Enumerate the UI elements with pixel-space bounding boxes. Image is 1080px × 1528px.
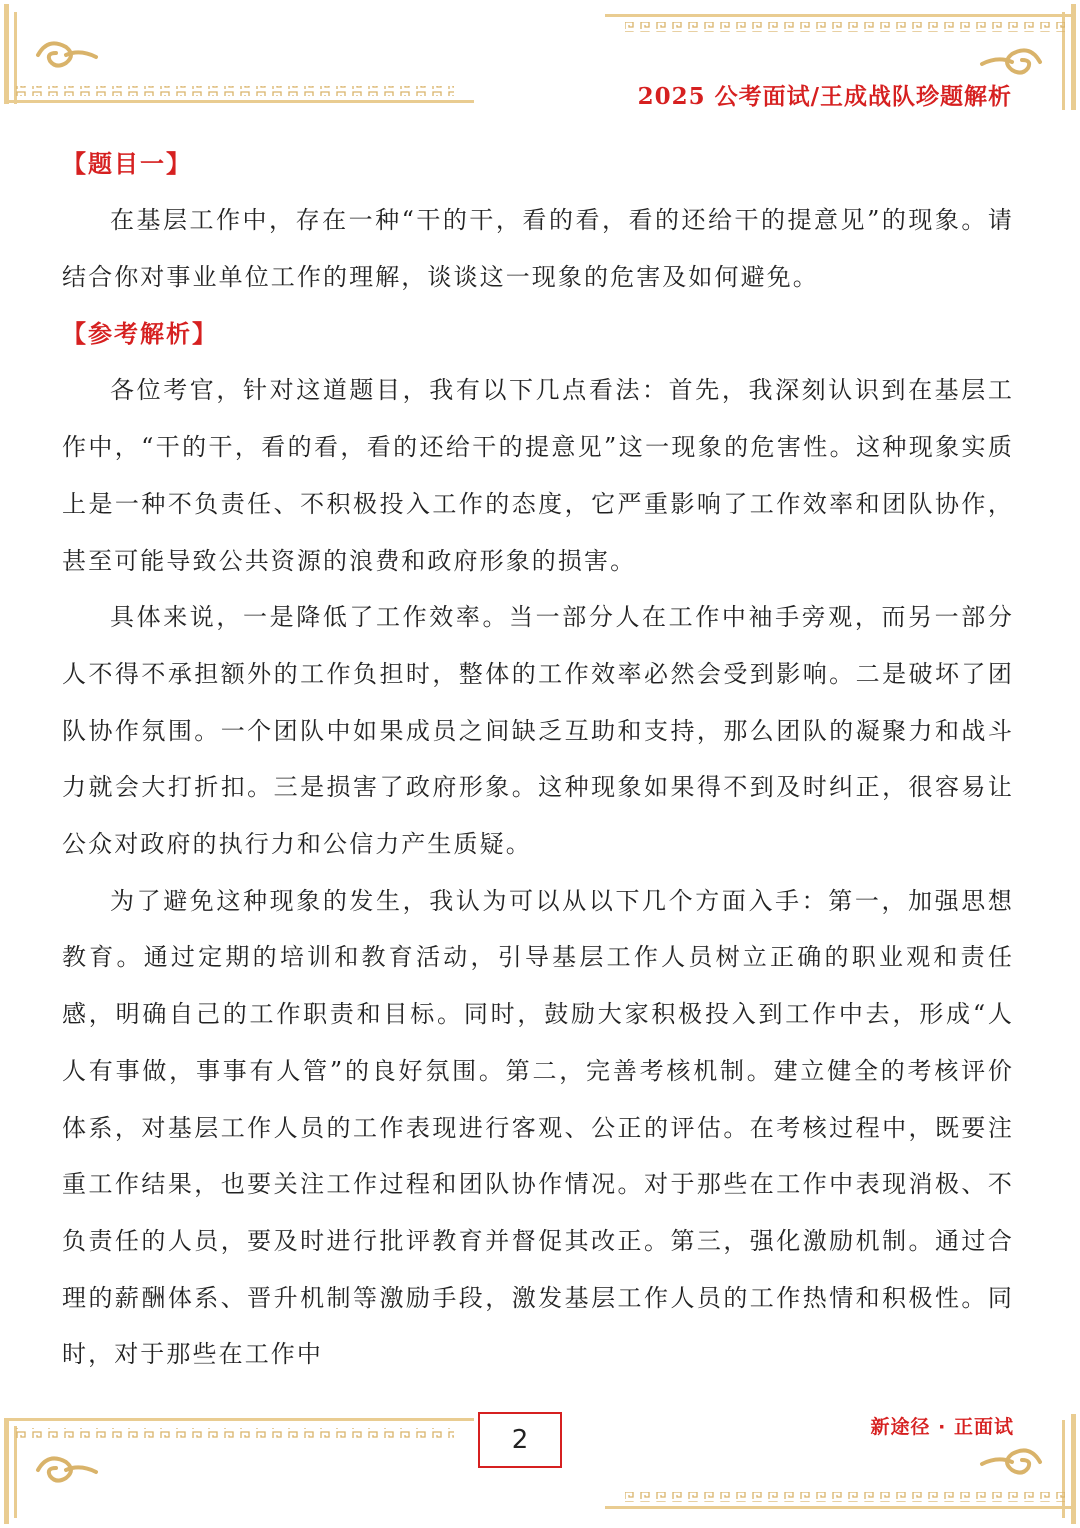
bottom-left-corner-ornament [4, 1418, 474, 1524]
top-left-corner-ornament [4, 4, 474, 104]
page-number: 2 [478, 1412, 562, 1468]
question-text: 在基层工作中，存在一种“干的干，看的看，看的还给干的提意见”的现象。请结合你对事业单位工作的理解，谈谈这一现象的危害及如何避免。 [62, 206, 1014, 291]
header-title: 2025 公考面试/王成战队珍题解析 [637, 83, 1012, 110]
analysis-label: 【参考解析】 [62, 319, 218, 349]
analysis-paragraph-3: 为了避免这种现象的发生，我认为可以从以下几个方面入手：第一，加强思想教育。通过定期的培训和教育活动，引导基层工作人员树立正确的职业观和责任感，明确自己的工作职责和目标。同时，鼓励大家积极投入到工作中去，形成“人人有事做，事事有人管”的良好氛围。第二，完善考核机制。建立健全的考核评价体系，对基层工作人员的工作表现进行客观、公正的评估。在考核过程中，既要注重工作结果，也要关注工作过程和团队协作情况。对于那些在工作中表现消极、不负责任的人员，要及时进行批评教育并督促其改正。第三，强化激励机制。通过合理的薪酬体系、晋升机制等激励手段，激发基层工作人员的工作热情和积极性。同时，对于那些在工作中 [62, 886, 1014, 1369]
analysis-paragraph-1: 各位考官，针对这道题目，我有以下几点看法：首先，我深刻认识到在基层工作中，“干的干，看的看，看的还给干的提意见”这一现象的危害性。这种现象实质上是一种不负责任、不积极投入工作的态度，它严重影响了工作效率和团队协作，甚至可能导致公共资源的浪费和政府形象的损害。 [62, 376, 1014, 575]
document-body [62, 135, 1014, 1383]
analysis-paragraph-2: 具体来说，一是降低了工作效率。当一部分人在工作中袖手旁观，而另一部分人不得不承担额外的工作负担时，整体的工作效率必然会受到影响。二是破坏了团队协作氛围。一个团队中如果成员之间缺乏互助和支持，那么团队的凝聚力和战斗力就会大打折扣。三是损害了政府形象。这种现象如果得不到及时纠正，很容易让公众对政府的执行力和公信力产生质疑。 [62, 603, 1014, 859]
footer-brand: 新途径 · 正面试 [870, 1416, 1014, 1438]
question-label: 【题目一】 [62, 149, 192, 178]
